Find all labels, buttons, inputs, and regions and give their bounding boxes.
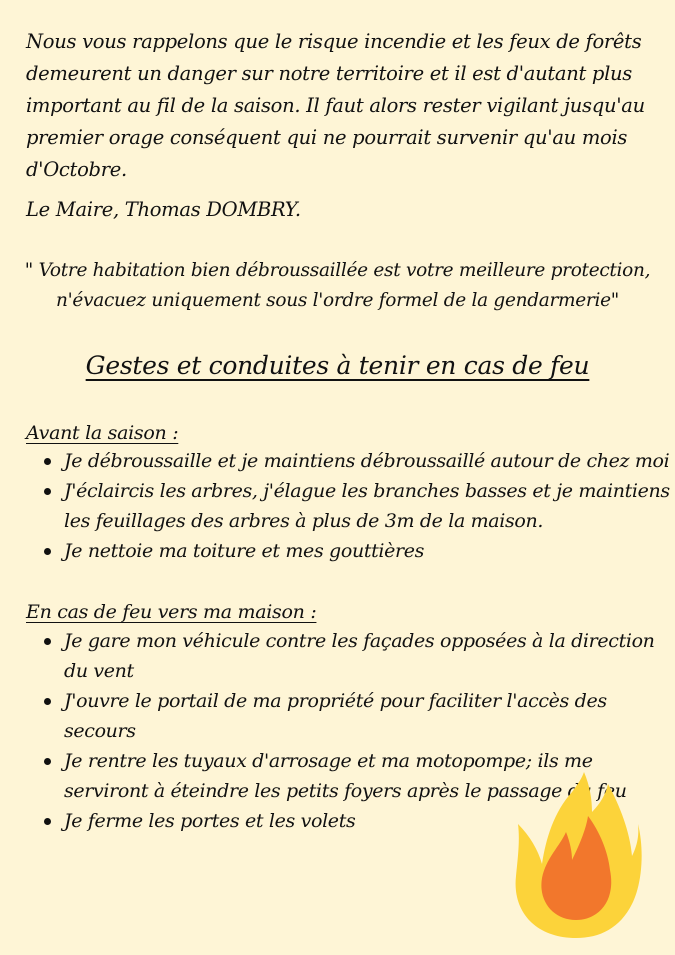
intro-block bbox=[26, 26, 651, 186]
before-season-list bbox=[36, 446, 675, 566]
list-item: Je ferme les portes et les volets bbox=[64, 806, 675, 836]
list-item: J'éclaircis les arbres, j'élague les branches basses et je maintiens les feuillages des arbres à plus de 3m de la maison. bbox=[64, 476, 675, 536]
flame-icon bbox=[508, 772, 643, 942]
page-title: Gestes et conduites à tenir en cas de feu bbox=[85, 351, 590, 380]
quote-line-2: n'évacuez uniquement sous l'ordre formel de la gendarmerie" bbox=[56, 290, 619, 311]
mayor-signature: Le Maire, Thomas DOMBRY. bbox=[26, 198, 301, 221]
list-item: Je débroussaille et je maintiens débroussaillé autour de chez moi bbox=[64, 446, 675, 476]
section-heading-before-season: Avant la saison : bbox=[26, 422, 179, 444]
list-item: J'ouvre le portail de ma propriété pour faciliter l'accès des secours bbox=[64, 686, 675, 746]
quote-line-1: " Votre habitation bien débroussaillée est votre meilleure protection, bbox=[24, 260, 651, 281]
list-item: Je nettoie ma toiture et mes gouttières bbox=[64, 536, 675, 566]
list-item: Je gare mon véhicule contre les façades opposées à la direction du vent bbox=[64, 626, 675, 686]
section-heading-fire-near-house: En cas de feu vers ma maison : bbox=[26, 601, 317, 623]
intro-paragraph: Nous vous rappelons que le risque incendie et les feux de forêts demeurent un danger sur notre territoire et il est d'autant plus important au fil de la saison. Il faut alors rester vigilant jusqu'au premier orage conséquent qui ne pourrait survenir qu'au mois d'Octobre. bbox=[26, 30, 645, 181]
list-item: Je rentre les tuyaux d'arrosage et ma motopompe; ils me serviront à éteindre les petits foyers après le passage du feu bbox=[64, 746, 675, 806]
quote-block bbox=[20, 256, 655, 316]
